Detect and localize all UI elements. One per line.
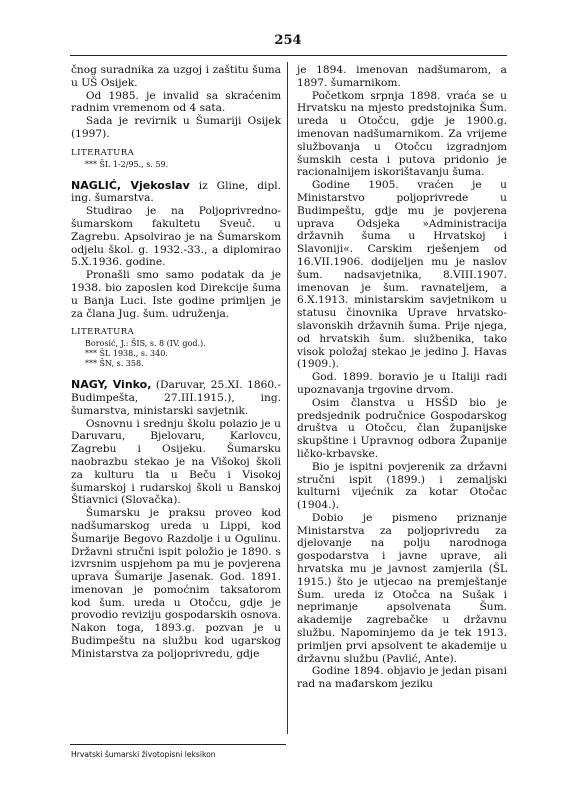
left-column xyxy=(71,64,281,661)
paragraph: Pronašli smo samo podatak da je 1938. bio zaposlen kod Direkcije šuma u Banja Luci. Iste godine primljen je za člana Jug. šum. udruženja. xyxy=(71,269,281,320)
paragraph: Dobio je pismeno priznanje Ministarstva za poljoprivredu za djelovanje na polju narodnoga gospodarstva i javne uprave, ali hrvatska mu je javnost zamjerila (ŠL 1915.) što je utjecao na premještanje Šum. ureda iz Otočca na Sušak i neprimanje apsolvenata Šum. akademije zagrebačke u državnu službu. Napominjemo da je tek 1913. primljen prvi apsolvent te akademije u državnu službu (Pavlić, Ante). xyxy=(297,511,507,665)
footer-rule xyxy=(70,744,286,745)
header-rule xyxy=(70,55,507,56)
paragraph: je 1894. imenovan nadšumarom, a 1897. šumarnikom. xyxy=(297,64,507,89)
paragraph: čnog suradnika za uzgoj i zaštitu šuma u UŠ Osijek. xyxy=(71,64,281,89)
entry-naglic xyxy=(71,180,281,206)
paragraph: Studirao je na Poljoprivredno-šumarskom fakultetu Sveuč. u Zagrebu. Apsolvirao je na Šumarskom odjelu škol. g. 1932.-33., a diplomirao 5.X.1936. godine. xyxy=(71,205,281,269)
literature-item: *** ŠL 1-2/95., s. 59. xyxy=(85,159,169,169)
paragraph: Godine 1894. objavio je jedan pisani rad na mađarskom jeziku xyxy=(297,665,507,691)
literature-item: *** ŠL 1938., s. 340. xyxy=(85,349,168,359)
paragraph: Početkom srpnja 1898. vraća se u Hrvatsku na mjesto predstojnika Šum. ureda u Otočcu, gdje je 1900.g. imenovan nadšumarnikom. Za vrijeme službovanja u Otočcu izgradnjom šumskih cesta i putova pridonio je racionalnijem iskorištavanju šuma. xyxy=(297,89,507,179)
entry-name: NAGY, Vinko, xyxy=(71,378,152,392)
page-number: 254 xyxy=(274,33,302,48)
literature-item: *** ŠN, s. 358. xyxy=(85,359,144,369)
paragraph: Osnovnu i srednju školu polazio je u Daruvaru, Bjelovaru, Karlovcu, Zagrebu i Osijeku. Šumarsku naobrazbu stekao je na Višokoj školi za kulturu tla u Beču i Visokoj šumarskoj i rudarskoj školi u Banskoj Štiavnici (Slovačka). xyxy=(71,417,281,507)
literature-heading: LITERATURA xyxy=(71,327,135,338)
paragraph: Osim članstva u HSŠD bio je predsjednik područnice Gospodarskog društva u Otočcu, član županijske skupštine i Upravnog odbora Županije ličko-krbavske. xyxy=(297,396,507,460)
paragraph: God. 1899. boravio je u Italiji radi upoznavanja trgovine drvom. xyxy=(297,371,507,396)
paragraph: Šumarsku je praksu proveo kod nadšumarskog ureda u Lippi, kod Šumarije Begovo Razdolje i u Ogulinu. Državni stručni ispit položio je 1890. s izvrsnim uspjehom pa mu je povjerena uprava Šumarije Jasenak. God. 1891. imenovan je pomoćnim taksatorom kod šum. ureda u Otočcu, gdje je provodio reviziju gospodarskih osnova. Nakon toga, 1893.g. pozvan je u Budimpeštu na službu kod ugarskog Ministarstva za poljoprivredu, gdje xyxy=(71,507,281,660)
paragraph: Sada je revirnik u Šumariji Osijek (1997). xyxy=(71,115,281,140)
entry-intro: iz Gline, dipl. ing. šumarstva. xyxy=(71,179,281,205)
right-column xyxy=(297,64,507,691)
literature-item: Borosić, J.: ŠIS, s. 8 (IV. god.). xyxy=(85,339,206,349)
entry-name: NAGLIĆ, Vjekoslav xyxy=(71,178,190,192)
footer-title: Hrvatski šumarski životopisni leksikon xyxy=(71,750,216,759)
column-divider xyxy=(287,62,288,734)
paragraph: Od 1985. je invalid sa skraćenim radnim vremenom od 4 sata. xyxy=(71,89,281,115)
paragraph: Bio je ispitni povjerenik za državni stručni ispit (1899.) i zemaljski kulturni vijećnik za kotar Otočac (1904.). xyxy=(297,460,507,512)
entry-nagy xyxy=(71,379,281,417)
entry-intro: (Daruvar, 25.XI. 1860.-Budimpešta, 27.III.1915.), ing. šumarstva, ministarski savjetnik. xyxy=(71,379,282,417)
paragraph: Godine 1905. vraćen je u Ministarstvo poljoprivrede u Budimpeštu, gdje mu je povjerena uprava Odsjeka »Administracija državnih šuma u Hrvatskoj i Slavoniji«. Carskim rješenjem od 16.VII.1906. dodijeljen mu je naslov šum. nadsavjetnika, 8.VIII.1907. imenovan je šum. ravnateljem, a 6.X.1913. ministarskim savjetnikom u statusu činovnika Uprave hrvatsko-slavonskih državnih šuma. Prije njega, od hrvatskih šum. službenika, tako visok položaj stekao je jedino J. Havas (1909.). xyxy=(297,179,507,371)
literature-heading: LITERATURA xyxy=(71,147,135,158)
